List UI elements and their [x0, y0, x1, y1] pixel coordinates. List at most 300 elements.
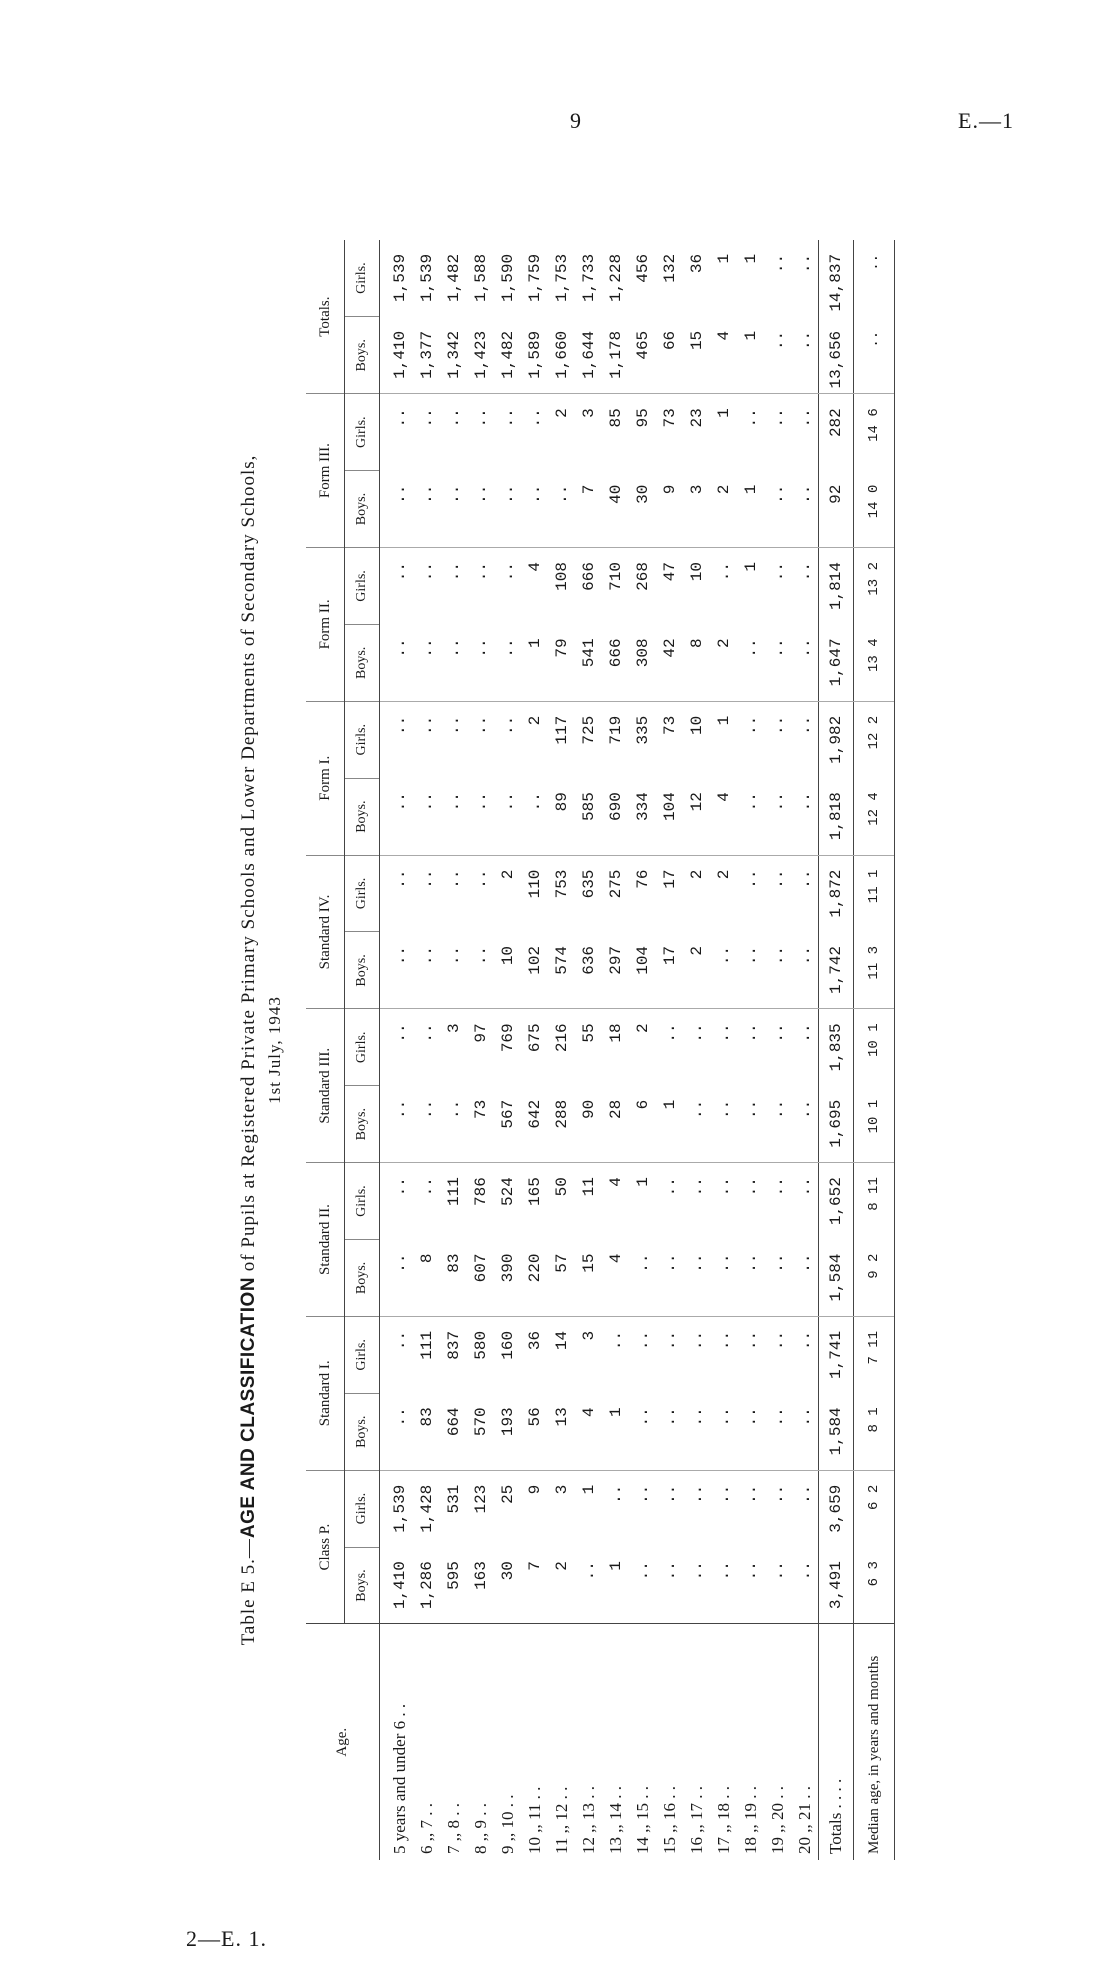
table-cell: 160 — [498, 1330, 517, 1360]
table-cell: 1,818 — [819, 778, 854, 855]
table-cell: 4 — [575, 1393, 602, 1470]
table-cell: 17 — [656, 932, 683, 1009]
table-cell: 1,539 — [390, 1484, 409, 1533]
table-cell: 66 — [656, 317, 683, 394]
table-cell: .. — [683, 1547, 710, 1624]
table-cell: .. — [741, 1023, 760, 1043]
table-cell: 3 — [444, 1023, 463, 1033]
boys-subheader: Boys. — [345, 932, 380, 1009]
table-cell: .. — [791, 317, 819, 394]
table-cell: 1,178 — [602, 317, 629, 394]
table-cell: 90 — [575, 1086, 602, 1163]
table-cell: 1,644 — [575, 317, 602, 394]
table-cell: .. — [687, 1330, 706, 1351]
table-row — [440, 240, 467, 1860]
table-row — [521, 240, 548, 1860]
table-cell: 1 — [737, 317, 764, 394]
table-cell: .. — [413, 1086, 440, 1163]
table-cell: 297 — [602, 932, 629, 1009]
table-cell: 28 — [602, 1086, 629, 1163]
table-cell: 580 — [471, 1330, 490, 1360]
table-row — [629, 240, 656, 1860]
table-cell: 1,539 — [417, 253, 436, 302]
table-cell: .. — [687, 1177, 706, 1197]
table-cell: 3 — [579, 408, 598, 418]
table-cell: 2 — [714, 869, 733, 880]
table-cell: 1 — [656, 1086, 683, 1163]
table-cell: .. — [683, 1086, 710, 1163]
table-cell: 675 — [525, 1023, 544, 1053]
table-cell: 89 — [548, 778, 575, 855]
table-row — [737, 240, 764, 1860]
table-cell: .. — [768, 1330, 787, 1351]
table-cell: .. — [417, 715, 436, 735]
table-cell: 104 — [656, 778, 683, 855]
table-cell: .. — [390, 1023, 409, 1043]
table-cell: 104 — [629, 932, 656, 1009]
table-cell: .. — [795, 1023, 814, 1043]
table-cell: .. — [741, 869, 760, 889]
table-cell: .. — [683, 1240, 710, 1317]
table-subtitle: 1st July, 1943 — [265, 996, 284, 1104]
table-cell: 1,482 — [494, 317, 521, 394]
table-row — [683, 240, 710, 1860]
table-cell: .. — [417, 562, 436, 582]
table-cell: 2 — [683, 932, 710, 1009]
table-cell: 1,733 — [579, 253, 598, 302]
table-cell: .. — [633, 1330, 652, 1351]
table-cell: 85 — [606, 408, 625, 428]
table-cell: 73 — [660, 715, 679, 735]
table-cell: .. — [795, 715, 814, 735]
boys-subheader: Boys. — [345, 1393, 380, 1470]
median-age-row — [854, 240, 895, 1860]
table-cell: .. — [737, 1240, 764, 1317]
table-cell: 193 — [494, 1393, 521, 1470]
table-cell: .. — [791, 1240, 819, 1317]
table-cell: .. — [656, 1240, 683, 1317]
table-cell: 163 — [467, 1547, 494, 1624]
table-cell: .. — [795, 562, 814, 582]
table-cell: 1,228 — [606, 253, 625, 302]
table-cell: .. — [440, 932, 467, 1009]
table-cell: 10 — [687, 562, 706, 582]
table-row — [764, 240, 791, 1860]
table-cell: .. — [660, 1177, 679, 1197]
table-cell: 1,410 — [380, 317, 414, 394]
table-cell: 2 — [552, 408, 571, 418]
table-cell: 8 11 — [854, 1163, 895, 1240]
girls-subheader: Girls. — [345, 548, 380, 625]
table-cell: .. — [440, 1086, 467, 1163]
table-cell: 719 — [606, 715, 625, 745]
table-cell: 4 — [710, 317, 737, 394]
table-cell: .. — [606, 1330, 625, 1351]
boys-subheader: Boys. — [345, 1547, 380, 1624]
table-cell: 1 — [741, 253, 760, 264]
table-cell: .. — [764, 1547, 791, 1624]
table-cell: 8 — [683, 624, 710, 701]
table-cell: .. — [741, 1484, 760, 1504]
table-cell: .. — [575, 1547, 602, 1624]
table-cell: .. — [380, 932, 414, 1009]
page-number: 9 — [570, 108, 581, 133]
table-cell: .. — [390, 1177, 409, 1197]
table-cell: .. — [494, 624, 521, 701]
table-cell: .. — [467, 932, 494, 1009]
table-cell: 6 — [629, 1086, 656, 1163]
table-cell: 1,584 — [819, 1393, 854, 1470]
table-cell: 9 — [525, 1484, 544, 1495]
table-cell: 3,491 — [819, 1547, 854, 1624]
table-cell: .. — [737, 624, 764, 701]
table-cell: .. — [471, 869, 490, 889]
table-cell: 6 2 — [854, 1470, 895, 1547]
group-header: Totals. — [306, 240, 345, 394]
table-cell: 1,590 — [498, 253, 517, 302]
table-cell: 57 — [548, 1240, 575, 1317]
table-cell: .. — [390, 1330, 409, 1351]
table-cell: .. — [737, 1393, 764, 1470]
table-cell: .. — [791, 778, 819, 855]
table-cell: 837 — [444, 1330, 463, 1360]
title-prefix: Table E 5.— — [238, 1538, 259, 1646]
boys-subheader: Boys. — [345, 1240, 380, 1317]
table-cell: .. — [660, 1023, 679, 1043]
table-cell: 36 — [687, 253, 706, 274]
table-cell: 786 — [471, 1177, 490, 1206]
table-cell: .. — [440, 778, 467, 855]
table-cell: 76 — [633, 869, 652, 889]
table-cell: .. — [741, 715, 760, 735]
table-cell: 1,652 — [819, 1163, 854, 1240]
table-cell: .. — [741, 1177, 760, 1197]
table-cell: 1,588 — [471, 253, 490, 302]
table-cell: .. — [764, 1393, 791, 1470]
table-cell: .. — [764, 1240, 791, 1317]
row-label: 6 ,, 7 . . — [413, 1624, 440, 1860]
table-cell: 1,872 — [819, 855, 854, 932]
table-cell: 1,742 — [819, 932, 854, 1009]
table-cell: .. — [525, 408, 544, 428]
table-cell: 710 — [606, 562, 625, 591]
row-label: 15 ,, 16 . . — [656, 1624, 683, 1860]
table-cell: 570 — [467, 1393, 494, 1470]
table-cell: 1,759 — [525, 253, 544, 302]
table-cell: 268 — [633, 562, 652, 591]
table-cell: 8 — [413, 1240, 440, 1317]
boys-subheader: Boys. — [345, 778, 380, 855]
table-cell: 1,410 — [380, 1547, 414, 1624]
table-cell: 18 — [606, 1023, 625, 1043]
table-cell: 111 — [417, 1330, 436, 1360]
table-cell: 1 — [521, 624, 548, 701]
boys-subheader: Boys. — [345, 1086, 380, 1163]
table-cell: 47 — [660, 562, 679, 582]
table-cell: 2 — [633, 1023, 652, 1033]
table-cell: 1 — [633, 1177, 652, 1187]
table-cell: .. — [380, 1240, 414, 1317]
table-cell: 123 — [471, 1484, 490, 1514]
table-cell: 7 — [575, 471, 602, 548]
table-cell: 79 — [548, 624, 575, 701]
table-cell: .. — [791, 1393, 819, 1470]
table-cell: .. — [494, 778, 521, 855]
row-label: 10 ,, 11 . . — [521, 1624, 548, 1860]
table-cell: 3 — [579, 1330, 598, 1341]
table-cell: .. — [467, 778, 494, 855]
table-cell: .. — [390, 869, 409, 889]
table-cell: 11 1 — [854, 855, 895, 932]
group-header: Standard III. — [306, 1009, 345, 1163]
table-cell: .. — [795, 408, 814, 428]
table-cell: .. — [714, 562, 733, 582]
table-cell: .. — [768, 1023, 787, 1043]
table-cell: 642 — [521, 1086, 548, 1163]
table-cell: 36 — [525, 1330, 544, 1351]
table-cell: 14 — [552, 1330, 571, 1351]
table-cell: .. — [764, 624, 791, 701]
table-cell: .. — [764, 471, 791, 548]
table-cell: 13 4 — [854, 624, 895, 701]
table-cell: 595 — [440, 1547, 467, 1624]
table-cell: 335 — [633, 715, 652, 745]
table-cell: 10 1 — [854, 1009, 895, 1086]
table-cell: 1 — [714, 715, 733, 726]
row-label: 13 ,, 14 . . — [602, 1624, 629, 1860]
girls-subheader: Girls. — [345, 1009, 380, 1086]
girls-subheader: Girls. — [345, 394, 380, 471]
table-cell: .. — [633, 1484, 652, 1504]
table-cell: 12 4 — [854, 778, 895, 855]
table-cell: .. — [764, 932, 791, 1009]
table-cell: .. — [795, 1330, 814, 1351]
row-label: 20 ,, 21 . . — [791, 1624, 819, 1860]
table-cell: .. — [629, 1393, 656, 1470]
table-cell: .. — [380, 471, 414, 548]
table-cell: 42 — [656, 624, 683, 701]
table-cell: 7 — [521, 1547, 548, 1624]
table-cell: 666 — [602, 624, 629, 701]
table-cell: 6 3 — [854, 1547, 895, 1624]
table-cell: 23 — [687, 408, 706, 428]
table-cell: .. — [417, 1023, 436, 1043]
table-cell: 11 3 — [854, 932, 895, 1009]
table-cell: 753 — [552, 869, 571, 899]
table-row — [413, 240, 440, 1860]
table-cell: 10 — [494, 932, 521, 1009]
table-cell: 73 — [660, 408, 679, 428]
table-cell: .. — [714, 1023, 733, 1043]
table-cell: 4 — [525, 562, 544, 572]
table-cell: .. — [444, 562, 463, 582]
table-cell: .. — [494, 471, 521, 548]
table-cell: .. — [498, 715, 517, 735]
table-cell: 30 — [494, 1547, 521, 1624]
table-cell: 13,656 — [819, 317, 854, 394]
table-cell: .. — [467, 471, 494, 548]
table-cell: 725 — [579, 715, 598, 745]
table-row — [710, 240, 737, 1860]
table-cell: .. — [795, 1177, 814, 1197]
row-label: Totals . . . . — [819, 1624, 854, 1860]
table-cell: 524 — [498, 1177, 517, 1206]
table-cell: 1 — [602, 1393, 629, 1470]
table-cell: .. — [737, 1086, 764, 1163]
table-cell: 220 — [521, 1240, 548, 1317]
group-header: Class P. — [306, 1470, 345, 1624]
table-cell: 275 — [606, 869, 625, 899]
table-cell: .. — [710, 932, 737, 1009]
table-cell: .. — [444, 715, 463, 735]
table-cell: .. — [629, 1547, 656, 1624]
row-label: 5 years and under 6 . . — [380, 1624, 414, 1860]
table-cell: .. — [380, 624, 414, 701]
table-cell: .. — [440, 624, 467, 701]
table-cell: .. — [768, 253, 787, 274]
table-cell: .. — [764, 317, 791, 394]
table-cell: .. — [417, 1177, 436, 1197]
table-cell: 1,835 — [819, 1009, 854, 1086]
table-cell: 4 — [606, 1177, 625, 1187]
table-cell: .. — [498, 562, 517, 582]
table-row — [380, 240, 414, 1860]
table-cell: 1,584 — [819, 1240, 854, 1317]
table-row — [656, 240, 683, 1860]
table-cell: 1,286 — [413, 1547, 440, 1624]
group-header: Standard I. — [306, 1316, 345, 1470]
table-cell: .. — [417, 869, 436, 889]
table-cell: .. — [791, 932, 819, 1009]
table-cell: 73 — [467, 1086, 494, 1163]
row-label: 11 ,, 12 . . — [548, 1624, 575, 1860]
table-title — [236, 240, 262, 1860]
table-cell: 13 2 — [854, 548, 895, 625]
table-cell: 4 — [602, 1240, 629, 1317]
table-cell: 2 — [548, 1547, 575, 1624]
table-cell: 3 — [552, 1484, 571, 1495]
table-cell: 666 — [579, 562, 598, 591]
table-cell: 4 — [710, 778, 737, 855]
boys-subheader: Boys. — [345, 471, 380, 548]
table-cell: 465 — [629, 317, 656, 394]
table-row — [602, 240, 629, 1860]
table-cell: 10 — [687, 715, 706, 735]
title-rest: of Pupils at Registered Private Primary Schools and Lower Departments of Secondary Schools, — [238, 454, 259, 1277]
table-cell: 1,428 — [417, 1484, 436, 1533]
table-cell: 117 — [552, 715, 571, 745]
row-label: 17 ,, 18 . . — [710, 1624, 737, 1860]
table-cell: 14 0 — [854, 471, 895, 548]
table-cell: .. — [710, 1393, 737, 1470]
table-cell: 1,539 — [390, 253, 409, 302]
row-label: 8 ,, 9 . . — [467, 1624, 494, 1860]
table-cell: 9 2 — [854, 1240, 895, 1317]
table-cell: .. — [687, 1023, 706, 1043]
table-cell: 456 — [633, 253, 652, 283]
table-cell: .. — [417, 408, 436, 428]
table-cell: 1 — [737, 471, 764, 548]
table-cell: 690 — [602, 778, 629, 855]
table-cell: 1 — [741, 562, 760, 572]
table-cell: .. — [656, 1547, 683, 1624]
table-cell: 308 — [629, 624, 656, 701]
table-cell: 14 6 — [854, 394, 895, 471]
table-cell: 567 — [494, 1086, 521, 1163]
table-cell: 1,647 — [819, 624, 854, 701]
table-cell: 2 — [525, 715, 544, 726]
table-cell: 2 — [498, 869, 517, 880]
table-cell: 607 — [467, 1240, 494, 1317]
table-cell: 12 — [683, 778, 710, 855]
table-cell: 1,482 — [444, 253, 463, 302]
table-cell: .. — [714, 1330, 733, 1351]
table-cell: .. — [467, 624, 494, 701]
table-cell: 132 — [660, 253, 679, 283]
table-cell: .. — [413, 471, 440, 548]
table-cell: 1,695 — [819, 1086, 854, 1163]
table-cell: .. — [413, 778, 440, 855]
table-cell: 1,342 — [440, 317, 467, 394]
table-cell: .. — [854, 240, 895, 317]
table-cell: .. — [444, 408, 463, 428]
table-cell: 102 — [521, 932, 548, 1009]
table-cell: 1,741 — [819, 1316, 854, 1393]
table-cell: 83 — [413, 1393, 440, 1470]
table-cell: 50 — [552, 1177, 571, 1197]
table-cell: 541 — [575, 624, 602, 701]
table-cell: 30 — [629, 471, 656, 548]
table-cell: .. — [710, 1240, 737, 1317]
table-cell: .. — [768, 1177, 787, 1197]
table-row — [494, 240, 521, 1860]
table-cell: 1,589 — [521, 317, 548, 394]
table-cell: 40 — [602, 471, 629, 548]
table-cell: .. — [795, 869, 814, 889]
table-cell: .. — [768, 869, 787, 889]
table-cell: .. — [390, 408, 409, 428]
table-cell: 15 — [683, 317, 710, 394]
girls-subheader: Girls. — [345, 1163, 380, 1240]
row-label: Median age, in years and months — [854, 1624, 895, 1860]
group-header: Form I. — [306, 701, 345, 855]
table-cell: .. — [768, 715, 787, 735]
row-label: 12 ,, 13 . . — [575, 1624, 602, 1860]
table-cell: .. — [737, 932, 764, 1009]
table-cell: 2 — [710, 471, 737, 548]
girls-subheader: Girls. — [345, 701, 380, 778]
table-cell: .. — [768, 1484, 787, 1504]
table-cell: 92 — [819, 471, 854, 548]
table-cell: 111 — [444, 1177, 463, 1206]
table-cell: .. — [656, 1393, 683, 1470]
table-cell: 13 — [548, 1393, 575, 1470]
table-cell: .. — [768, 562, 787, 582]
table-cell: .. — [380, 1393, 414, 1470]
table-cell: .. — [768, 408, 787, 428]
table-cell: .. — [471, 715, 490, 735]
table-cell: 11 — [579, 1177, 598, 1197]
table-cell: 1,753 — [552, 253, 571, 302]
table-cell: 282 — [819, 394, 854, 471]
table-cell: .. — [854, 317, 895, 394]
table-cell: .. — [741, 408, 760, 428]
table-cell: .. — [710, 1547, 737, 1624]
table-cell: 288 — [548, 1086, 575, 1163]
document-reference: E.—1 — [958, 108, 1014, 133]
table-cell: .. — [413, 932, 440, 1009]
table-cell: .. — [791, 1086, 819, 1163]
